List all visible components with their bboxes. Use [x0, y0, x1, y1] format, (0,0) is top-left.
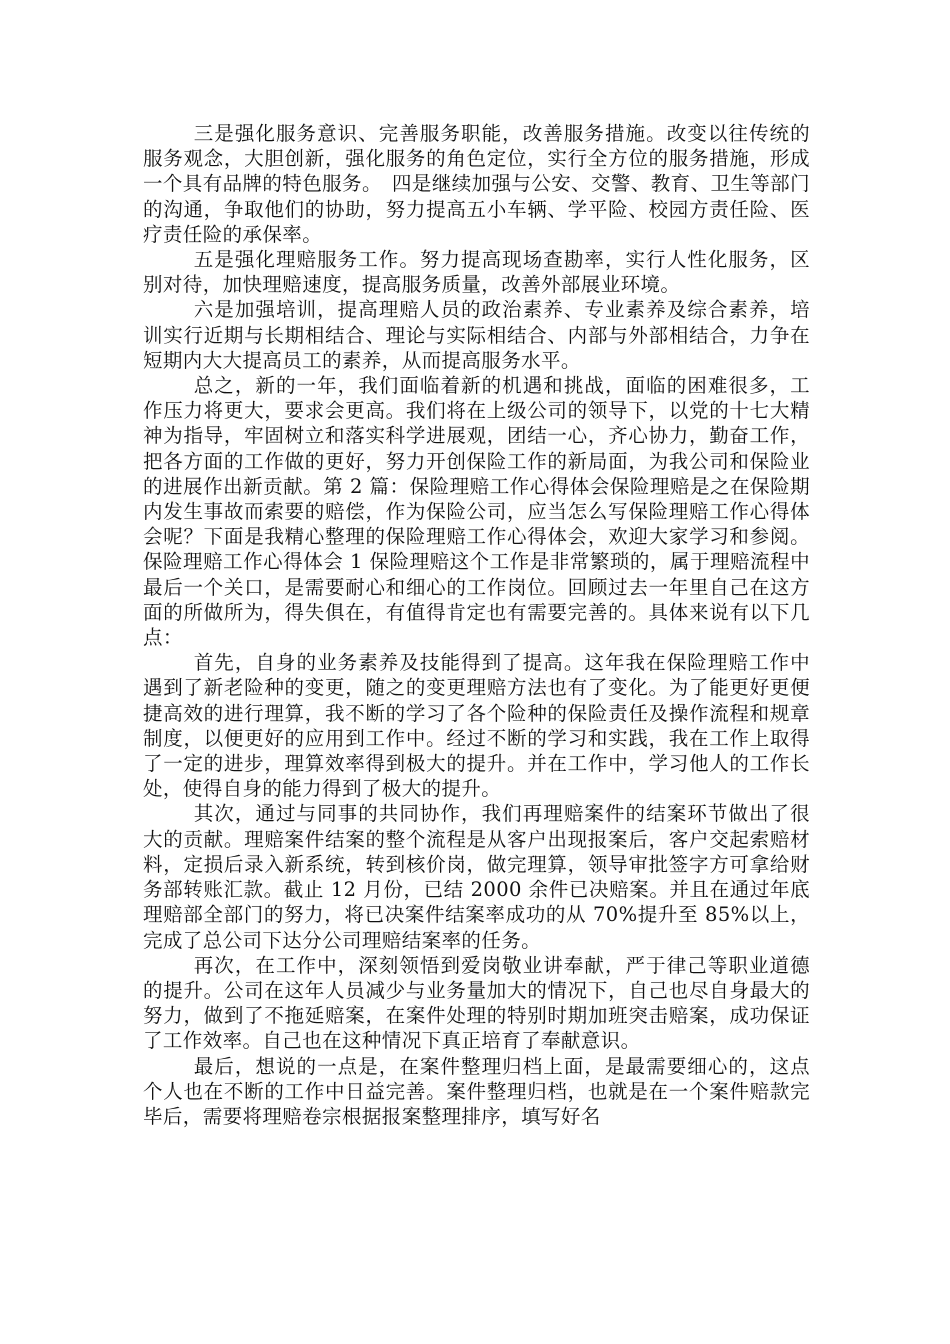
document-body — [143, 121, 810, 1129]
paragraph-7: 再次，在工作中，深刻领悟到爱岗敬业讲奉献，严于律己等职业道德的提升。公司在这年人员减少与业务量加大的情况下，自己也尽自身最大的努力，做到了不拖延赔案，在案件处理的特别时期加班突击赔案，成功保证了工作效率。自己也在这种情况下真正培育了奉献意识。 — [143, 953, 810, 1053]
paragraph-1: 三是强化服务意识、完善服务职能，改善服务措施。改变以往传统的服务观念，大胆创新，强化服务的角色定位，实行全方位的服务措施，形成一个具有品牌的特色服务。 四是继续加强与公安、交警、教育、卫生等部门的沟通，争取他们的协助，努力提高五小车辆、学平险、校园方责任险、医疗责任险的承保率。 — [143, 122, 810, 246]
paragraph-6: 其次，通过与同事的共同协作，我们再理赔案件的结案环节做出了很大的贡献。理赔案件结案的整个流程是从客户出现报案后，客户交起索赔材料，定损后录入新系统，转到核价岗，做完理算，领导审批签字方可拿给财务部转账汇款。截止 12 月份，已结 2000 余件已决赔案。并且在通过年底理赔部全部门的努力，将已决案件结案率成功的从 70%提升至 85%以上，完成了总公司下达分公司理赔结案率的任务。 — [143, 802, 810, 952]
paragraph-4: 总之，新的一年，我们面临着新的机遇和挑战，面临的困难很多，工作压力将更大，要求会更高。我们将在上级公司的领导下，以党的十七大精神为指导，牢固树立和落实科学进展观，团结一心，齐心协力，勤奋工作，把各方面的工作做的更好，努力开创保险工作的新局面，为我公司和保险业的进展作出新贡献。第 2 篇：保险理赔工作心得体会保险理赔是之在保险期内发生事故而索要的赔偿，作为保险公司，应当怎么写保险理赔工作心得体会呢？下面是我精心整理的保险理赔工作心得体会，欢迎大家学习和参阅。保险理赔工作心得体会 1 保险理赔这个工作是非常繁琐的，属于理赔流程中最后一个关口，是需要耐心和细心的工作岗位。回顾过去一年里自己在这方面的所做所为，得失俱在，有值得肯定也有需要完善的。具体来说有以下几点： — [143, 374, 810, 650]
paragraph-3: 六是加强培训，提高理赔人员的政治素养、专业素养及综合素养，培训实行近期与长期相结合、理论与实际相结合、内部与外部相结合，力争在短期内大大提高员工的素养，从而提高服务水平。 — [143, 298, 810, 372]
paragraph-5: 首先，自身的业务素养及技能得到了提高。这年我在保险理赔工作中遇到了新老险种的变更，随之的变更理赔方法也有了变化。为了能更好更便捷高效的进行理算，我不断的学习了各个险种的保险责任及操作流程和规章制度，以便更好的应用到工作中。经过不断的学习和实践，我在工作上取得了一定的进步，理算效率得到极大的提升。并在工作中，学习他人的工作长处，使得自身的能力得到了极大的提升。 — [143, 651, 810, 801]
paragraph-2: 五是强化理赔服务工作。努力提高现场查勘率，实行人性化服务，区别对待，加快理赔速度，提高服务质量，改善外部展业环境。 — [143, 248, 810, 297]
paragraph-8: 最后，想说的一点是，在案件整理归档上面，是最需要细心的，这点个人也在不断的工作中日益完善。案件整理归档，也就是在一个案件赔款完毕后，需要将理赔卷宗根据报案整理排序，填写好名 — [143, 1054, 810, 1128]
